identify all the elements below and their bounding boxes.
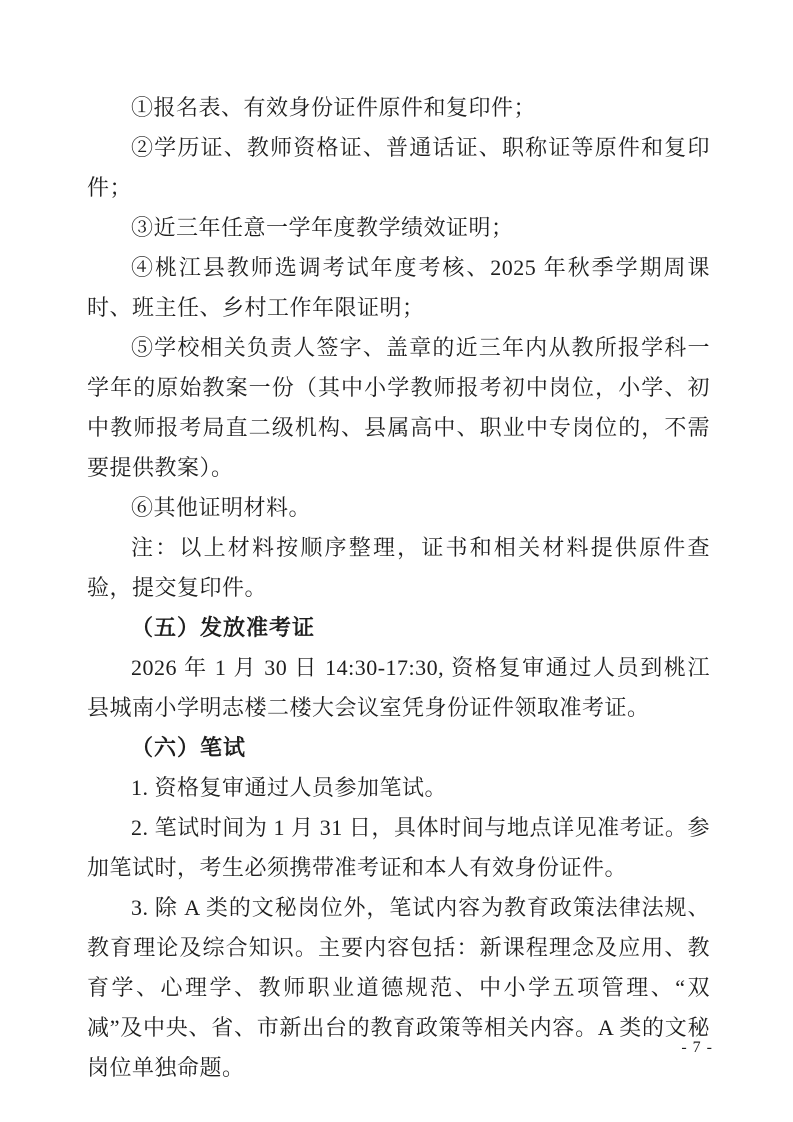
page-number: - 7 -	[681, 1039, 713, 1056]
section-heading-written-test: （六）笔试	[131, 735, 247, 760]
material-item-5: ⑤学校相关负责人签字、盖章的近三年内从教所报学科一学年的原始教案一份（其中小学教师报考初中岗位，小学、初中教师报考局直二级机构、县属高中、职业中专岗位的，不需要提供教案）。	[87, 335, 710, 480]
admission-ticket-paragraph: 2026 年 1 月 30 日 14:30-17:30, 资格复审通过人员到桃江县城南小学明志楼二楼大会议室凭身份证件领取准考证。	[87, 655, 710, 720]
materials-note: 注：以上材料按顺序整理，证书和相关材料提供原件查验，提交复印件。	[87, 535, 710, 600]
section-heading-admission-ticket: （五）发放准考证	[131, 615, 316, 640]
written-test-item-2: 2. 笔试时间为 1 月 31 日，具体时间与地点详见准考证。参加笔试时，考生必须携带准考证和本人有效身份证件。	[87, 815, 710, 880]
material-item-6: ⑥其他证明材料。	[131, 495, 312, 520]
material-item-2: ②学历证、教师资格证、普通话证、职称证等原件和复印件；	[87, 135, 710, 200]
document-body	[87, 88, 710, 1088]
written-test-item-3: 3. 除 A 类的文秘岗位外，笔试内容为教育政策法律法规、教育理论及综合知识。主要内容包括：新课程理念及应用、教育学、心理学、教师职业道德规范、中小学五项管理、“双减”及中央、省、市新出台的教育政策等相关内容。A 类的文秘岗位单独命题。	[87, 895, 710, 1080]
material-item-4: ④桃江县教师选调考试年度考核、2025 年秋季学期周课时、班主任、乡村工作年限证明；	[87, 255, 710, 320]
material-item-1: ①报名表、有效身份证件原件和复印件；	[131, 95, 537, 120]
material-item-3: ③近三年任意一学年度教学绩效证明；	[131, 215, 514, 240]
written-test-item-1: 1. 资格复审通过人员参加笔试。	[131, 775, 448, 800]
